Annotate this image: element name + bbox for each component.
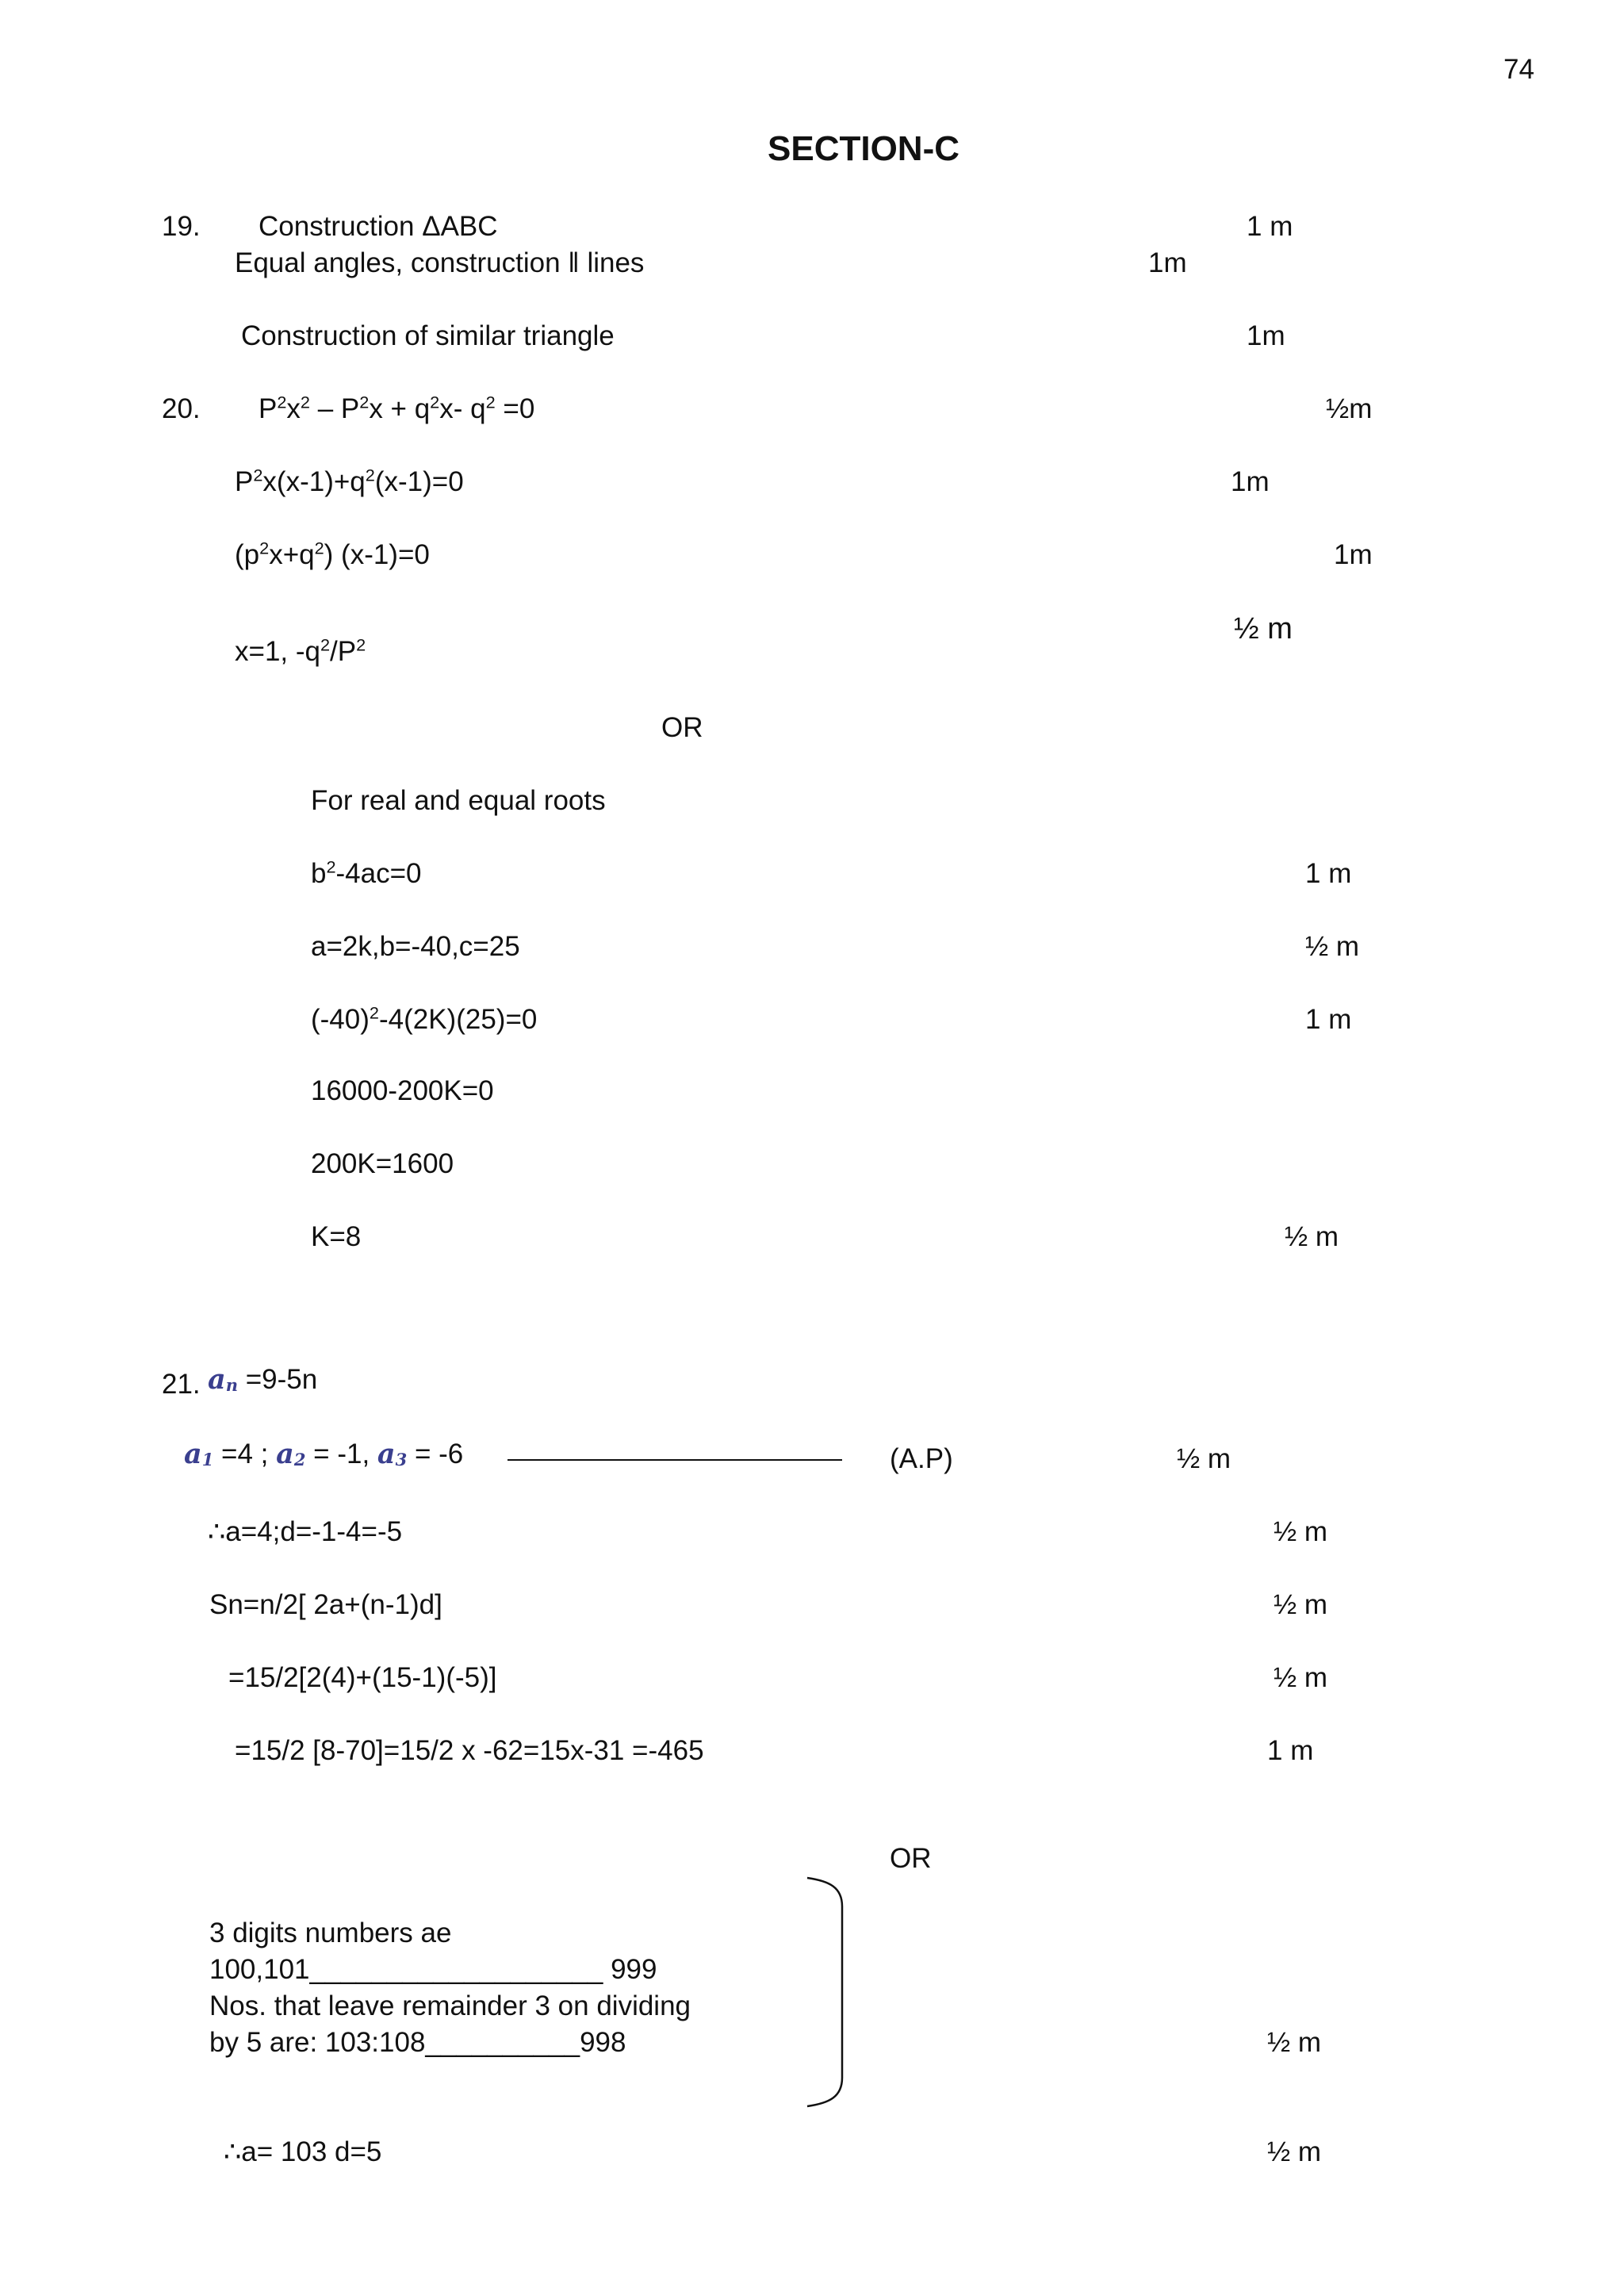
- q20-alt-mark6: ½ m: [1285, 1221, 1339, 1252]
- q21-step-ad: ∴a=4;d=-1-4=-5: [208, 1516, 403, 1547]
- q21-step-result: =15/2 [8-70]=15/2 x -62=15x-31 =-465: [235, 1735, 704, 1766]
- q19-mark2: 1m: [1148, 247, 1187, 278]
- q20-alt-mark1: 1 m: [1305, 858, 1352, 889]
- q19-number: 19.: [162, 211, 201, 242]
- section-title: SECTION-C: [768, 129, 959, 168]
- q21-alt-mark: ½ m: [1267, 2027, 1322, 2058]
- q20-alt-mark3: 1 m: [1305, 1004, 1352, 1035]
- q21-alt-line4: by 5 are: 103:108__________998: [209, 2027, 626, 2058]
- q21-right-brace: [801, 1875, 848, 2109]
- q21-mark-sn: ½ m: [1274, 1589, 1328, 1620]
- q21-or: OR: [890, 1843, 932, 1874]
- q21-an-formula: an =9-5n: [208, 1363, 318, 1396]
- q19-line2: Equal angles, construction ‖ lines: [235, 247, 645, 278]
- q20-alt5: 200K=1600: [311, 1148, 454, 1179]
- q21-step-sub: =15/2[2(4)+(15-1)(-5)]: [228, 1662, 497, 1693]
- q21-mark-sub: ½ m: [1274, 1662, 1328, 1693]
- q19-mark3: 1m: [1247, 320, 1285, 351]
- q20-alt-heading: For real and equal roots: [311, 785, 606, 816]
- q21-number: 21.: [162, 1369, 201, 1400]
- q21-alt-ad-mark: ½ m: [1267, 2136, 1322, 2167]
- q20-alt3: $(-40)^2-4(2K)(25)=0$: [311, 1002, 538, 1035]
- page-number: 74: [1503, 54, 1534, 85]
- q20-mark2: 1m: [1231, 466, 1270, 497]
- q20-mark3: 1m: [1334, 539, 1373, 570]
- q21-terms: a1 =4 ; a2 = -1, a3 = -6: [184, 1438, 464, 1470]
- q20-mark1: ½m: [1326, 393, 1373, 424]
- q21-connector-line: [508, 1459, 842, 1461]
- q19-line3: Construction of similar triangle: [241, 320, 615, 351]
- q21-mark-result: 1 m: [1267, 1735, 1314, 1766]
- q20-step1: $P^2x^2 - P^2x + q^2x-$ $q^2 =0$: [259, 392, 535, 424]
- q20-alt4: 16000-200K=0: [311, 1075, 494, 1106]
- q21-step-sn: Sn=n/2[ 2a+(n-1)d]: [209, 1589, 442, 1620]
- q21-mark-ad: ½ m: [1274, 1516, 1328, 1547]
- q21-alt-ad: ∴a= 103 d=5: [224, 2136, 382, 2167]
- q19-line1: Construction ΔABC: [259, 211, 498, 242]
- q20-alt6: K=8: [311, 1221, 362, 1252]
- q21-alt-line2: 100,101___________________ 999: [209, 1954, 657, 1985]
- q20-step3: $(p^2x+q^2)$ (x-1)=0: [235, 538, 430, 570]
- q20-alt1: $b^2-4ac=0$: [311, 856, 422, 889]
- q21-ap-label: (A.P): [890, 1443, 953, 1474]
- q20-step2: $P^2x(x-1)+q^2(x-1)=0$: [235, 465, 464, 497]
- q21-mark-terms: ½ m: [1177, 1443, 1231, 1474]
- q20-alt-mark2: ½ m: [1305, 931, 1360, 962]
- q20-step4: x=1, $-q^2/P^2$: [235, 634, 366, 667]
- q20-number: 20.: [162, 393, 201, 424]
- q21-alt-line1: 3 digits numbers ae: [209, 1918, 452, 1948]
- q20-or: OR: [661, 712, 703, 743]
- q21-alt-line3: Nos. that leave remainder 3 on dividing: [209, 1990, 691, 2021]
- q19-mark1: 1 m: [1247, 211, 1293, 242]
- q20-mark4: ½ m: [1234, 612, 1293, 646]
- q20-alt2: a=2k,b=-40,c=25: [311, 931, 520, 962]
